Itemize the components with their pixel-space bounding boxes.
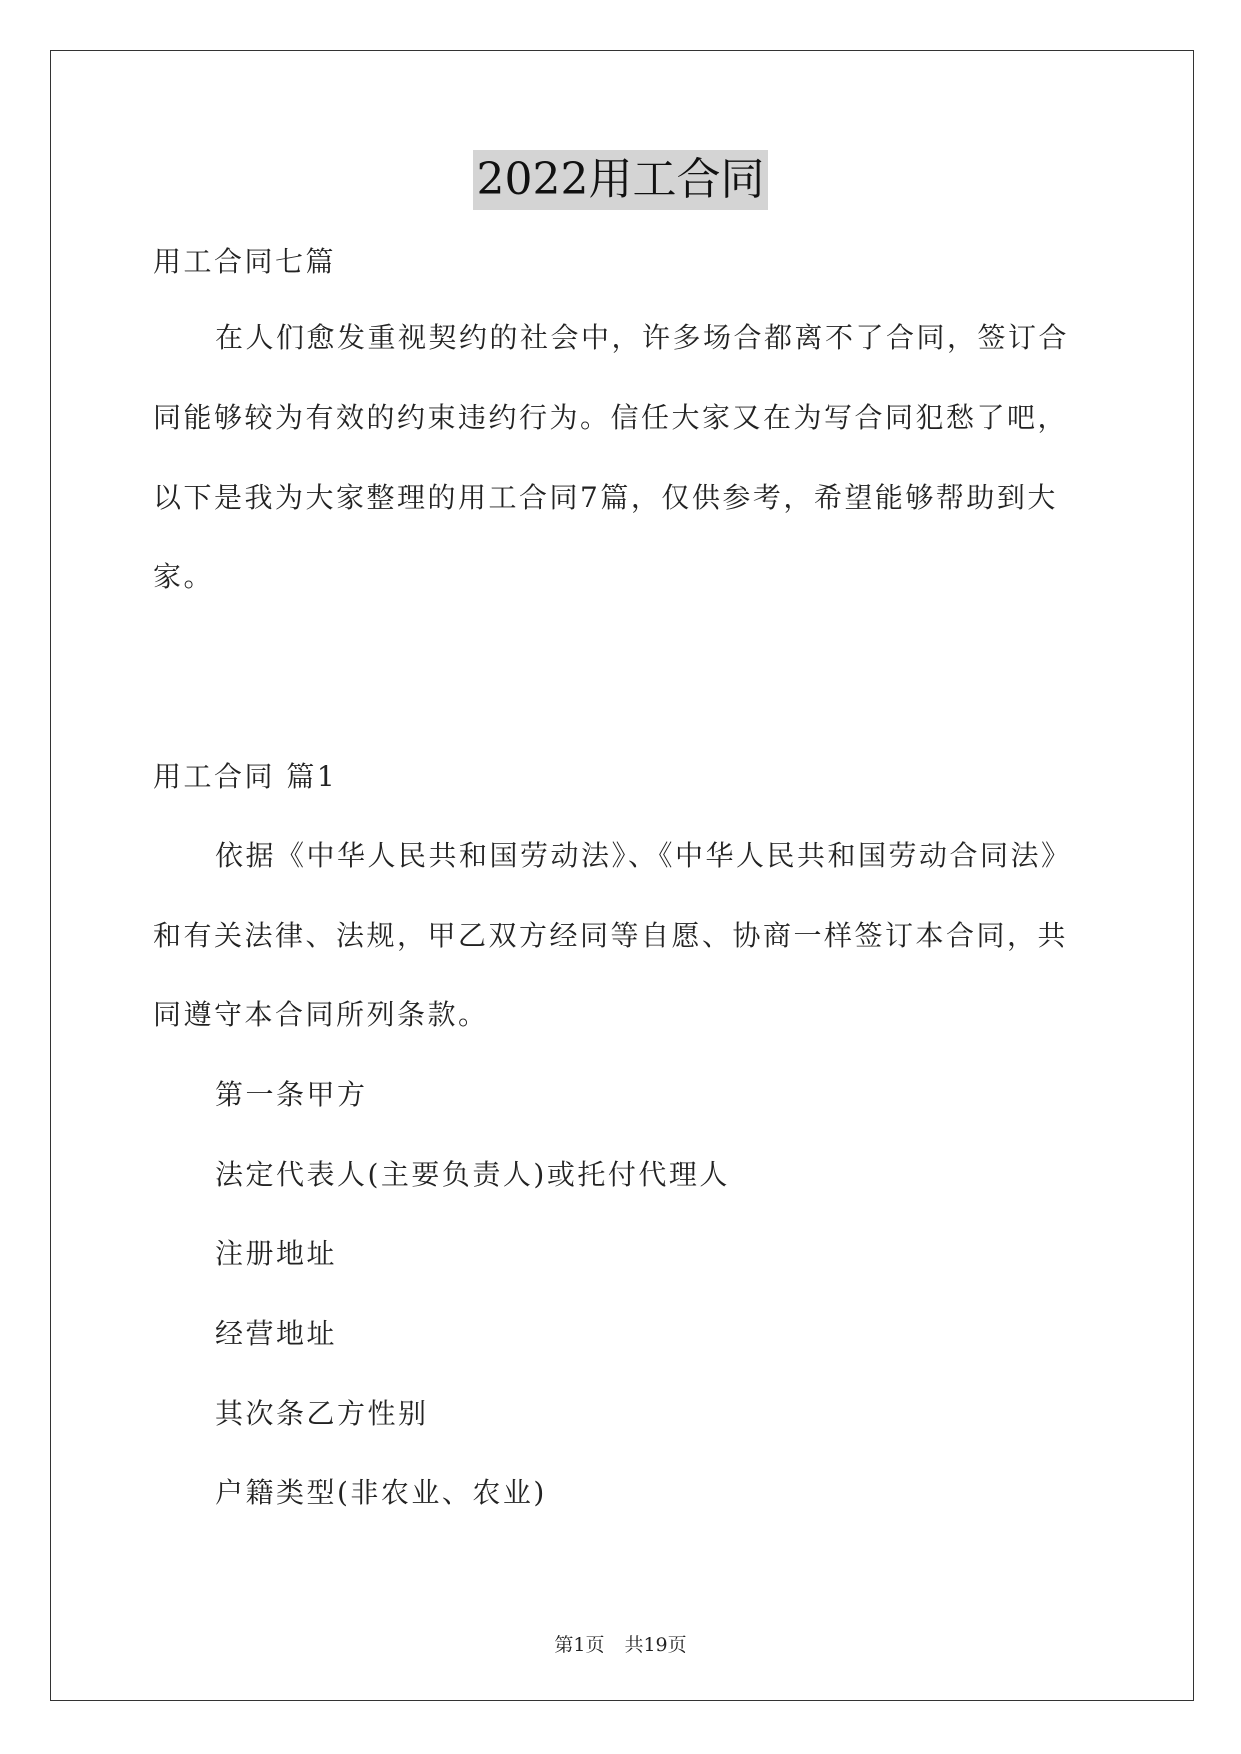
intro-line: 在人们愈发重视契约的社会中，许多场合都离不了合同，签订合 bbox=[215, 321, 1070, 354]
intro-line: 同能够较为有效的约束违约行为。信任大家又在为写合同犯愁了吧， bbox=[153, 401, 1069, 434]
document-title: 2022用工合同 bbox=[473, 150, 769, 210]
page-footer bbox=[0, 1630, 1241, 1657]
page-border bbox=[50, 50, 1194, 1701]
section-line: 和有关法律、法规，甲乙双方经同等自愿、协商一样签订本合同，共 bbox=[153, 919, 1069, 952]
section-line: 依据《中华人民共和国劳动法》、《中华人民共和国劳动合同法》 bbox=[215, 839, 1072, 872]
section-line: 同遵守本合同所列条款。 bbox=[153, 998, 489, 1031]
title-container bbox=[0, 150, 1241, 210]
clause-line: 户籍类型(非农业、农业) bbox=[215, 1476, 547, 1509]
page-total: 共19页 bbox=[624, 1634, 687, 1656]
page-number: 第1页 bbox=[554, 1634, 605, 1656]
intro-line: 以下是我为大家整理的用工合同7篇，仅供参考，希望能够帮助到大 bbox=[153, 481, 1058, 514]
intro-line: 家。 bbox=[153, 560, 215, 593]
section-heading: 用工合同 篇1 bbox=[153, 760, 338, 793]
clause-line: 法定代表人(主要负责人)或托付代理人 bbox=[215, 1158, 730, 1191]
clause-line: 第一条甲方 bbox=[215, 1078, 368, 1111]
clause-line: 经营地址 bbox=[215, 1317, 338, 1350]
clause-line: 注册地址 bbox=[215, 1237, 338, 1270]
document-subtitle: 用工合同七篇 bbox=[153, 245, 337, 278]
clause-line: 其次条乙方性别 bbox=[215, 1397, 429, 1430]
